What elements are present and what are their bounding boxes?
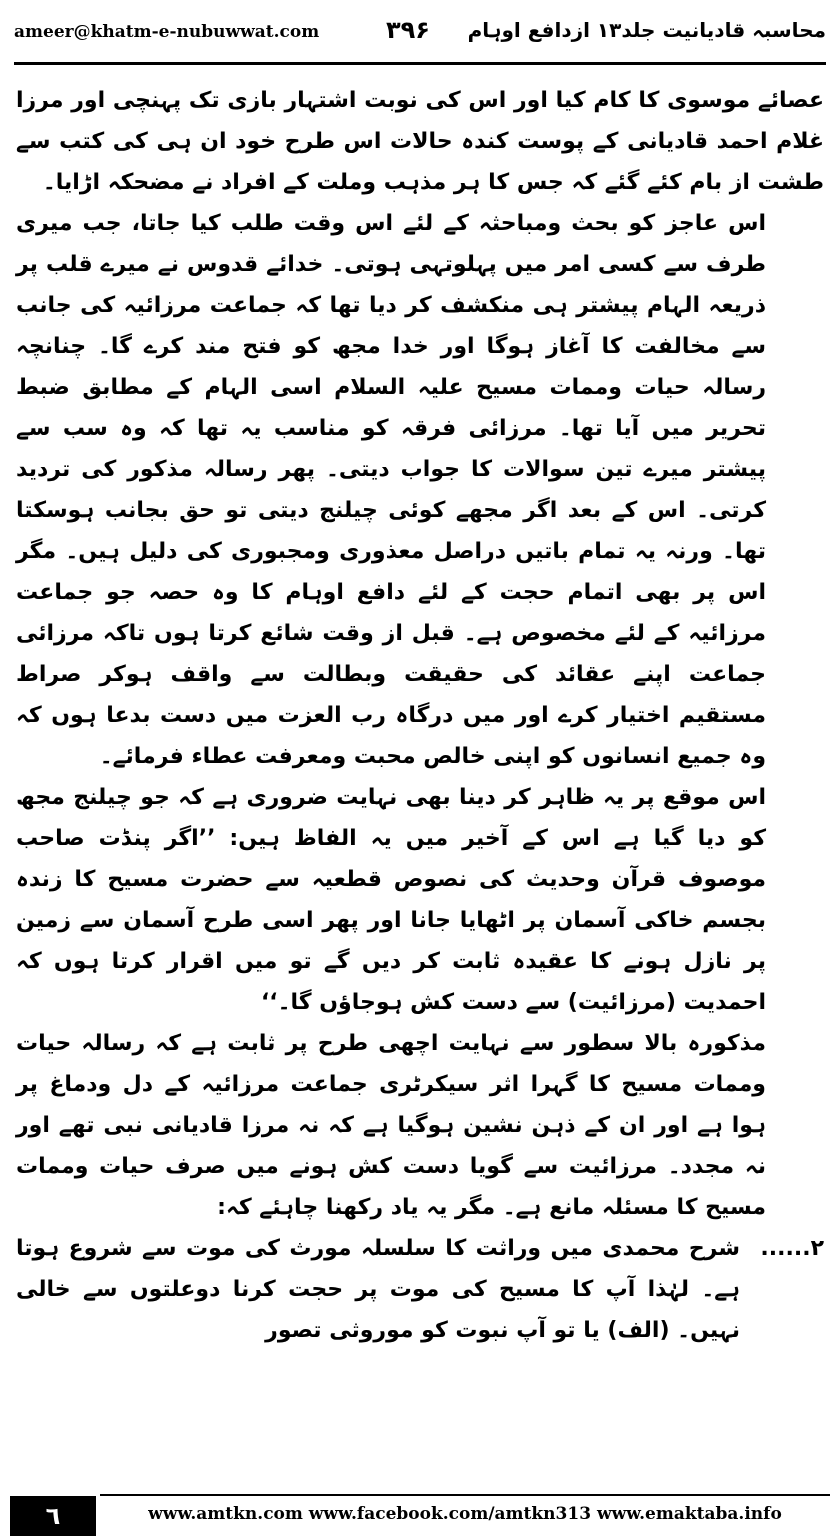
numbered-item-text: شرح محمدی میں وراثت کا سلسلہ مورث کی موت سے شروع ہوتا ہے۔ لہٰذا آپ کا مسیح کی موت پر حجت کرنا دوعلتوں سے خالی نہیں۔ (الف) یا تو آپ نبوت کو موروثی تصور [16, 1236, 740, 1343]
header-rule [14, 62, 826, 65]
header-email: ameer@khatm-e-nubuwwat.com [14, 22, 320, 42]
paragraph-2: اس عاجز کو بحث ومباحثہ کے لئے اس وقت طلب کیا جاتا، جب میری طرف سے کسی امر میں پہلوتہی ہوتی۔ خدائے قدوس نے میرے قلب پر ذریعہ الہام پیشتر ہی منکشف کر دیا تھا کہ جماعت مرزائیہ کی جانب سے مخالفت کا آغاز ہوگا اور خدا مجھ کو فتح مند کرے گا۔ چنانچہ رسالہ حیات وممات مسیح علیہ السلام اسی الہام کے مطابق ضبط تحریر میں آیا تھا۔ مرزائی فرقہ کو مناسب یہ تھا کہ وہ سب سے پیشتر میرے تین سوالات کا جواب دیتی۔ پھر رسالہ مذکور کی تردید کرتی۔ اس کے بعد اگر مجھے کوئی چیلنج دیتی تو حق بجانب ہوسکتا تھا۔ ورنہ یہ تمام باتیں دراصل معذوری ومجبوری کی دلیل ہیں۔ مگر اس پر بھی اتمام حجت کے لئے دافع اوہام کا وہ حصہ جو جماعت مرزائیہ کے لئے مخصوص ہے۔ قبل از وقت شائع کرتا ہوں تاکہ مرزائی جماعت اپنے عقائد کی حقیقت وبطالت سے واقف ہوکر صراط مستقیم اختیار کرے اور میں درگاہ رب العزت میں دست بدعا ہوں کہ وہ جمیع انسانوں کو اپنی خالص محبت ومعرفت عطاء فرمائے۔ [16, 211, 766, 769]
paragraph-1: عصائے موسوی کا کام کیا اور اس کی نوبت اشتہار بازی تک پہنچی اور مرزا غلام احمد قادیانی کے پوست کندہ حالات اس طرح خود ان ہی کی کتب سے طشت از بام کئے گئے کہ جس کا ہر مذہب وملت کے افراد نے مضحکہ اڑایا۔ [16, 88, 824, 195]
page-header [14, 16, 826, 56]
header-page-number: ۳۹۶ [386, 16, 430, 44]
page-footer [0, 1492, 840, 1540]
body-text [16, 80, 824, 1351]
footer-page-number: ٦ [10, 1496, 96, 1536]
footer-rule [100, 1494, 830, 1496]
numbered-item-label: ۲...... [760, 1236, 824, 1261]
paragraph-4: مذکورہ بالا سطور سے نہایت اچھی طرح پر ثابت ہے کہ رسالہ حیات وممات مسیح کا گہرا اثر سیکرٹری جماعت مرزائیہ کے دل ودماغ پر ہوا ہے اور ان کے ذہن نشین ہوگیا ہے کہ نہ مرزا قادیانی نبی تھے اور نہ مجدد۔ مرزائیت سے گویا دست کش ہونے میں صرف حیات وممات مسیح کا مسئلہ مانع ہے۔ مگر یہ یاد رکھنا چاہئے کہ: [16, 1031, 766, 1220]
header-title: محاسبہ قادیانیت جلد۱۳ ازدافع اوہام [467, 18, 826, 42]
footer-links: www.amtkn.com www.facebook.com/amtkn313 www.emaktaba.info [148, 1504, 782, 1524]
numbered-item [16, 1228, 824, 1351]
paragraph-3: اس موقع پر یہ ظاہر کر دینا بھی نہایت ضروری ہے کہ جو چیلنج مجھ کو دیا گیا ہے اس کے آخیر میں یہ الفاظ ہیں: ’’اگر پنڈت صاحب موصوف قرآن وحدیث کی نصوص قطعیہ سے حضرت مسیح کا زندہ بجسم خاکی آسمان پر اٹھایا جانا اور پھر اسی طرح آسمان سے زمین پر نازل ہونے کا عقیدہ ثابت کر دیں گے تو میں اقرار کرتا ہوں کہ احمدیت (مرزائیت) سے دست کش ہوجاؤں گا۔‘‘ [16, 785, 766, 1015]
